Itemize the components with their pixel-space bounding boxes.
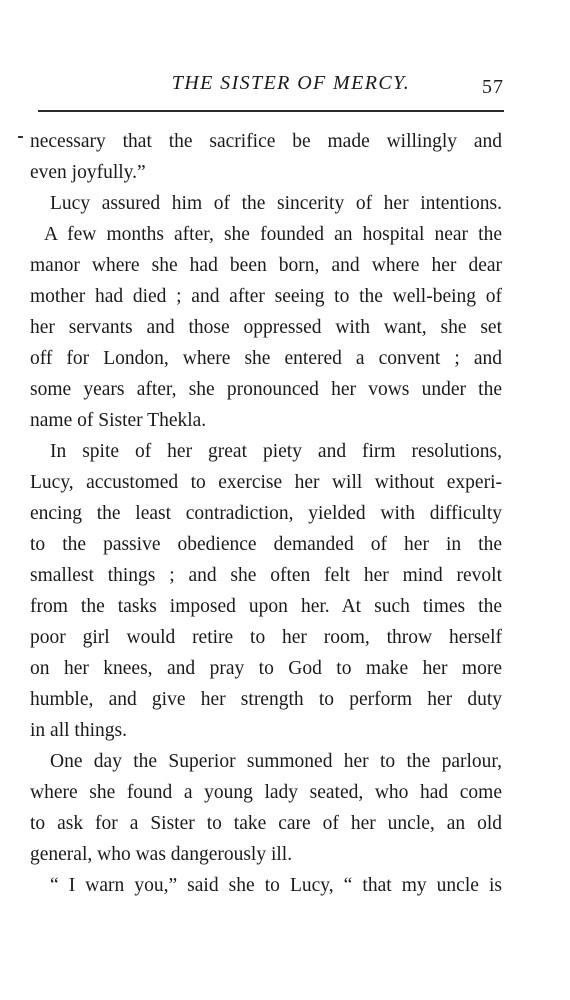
text-line: from the tasks imposed upon her. At such times the <box>30 596 502 617</box>
text-line: manor where she had been born, and where her dear <box>30 255 502 276</box>
text-line: mother had died ; and after seeing to the well-being of <box>30 286 502 307</box>
text-line: even joyfully.” <box>30 162 146 183</box>
text-line: “ I warn you,” said she to Lucy, “ that my uncle is <box>50 875 502 896</box>
text-line: humble, and give her strength to perform her duty <box>30 689 502 710</box>
text-line: general, who was dangerously ill. <box>30 844 293 865</box>
page-number: 57 <box>482 76 504 98</box>
text-line: off for London, where she entered a convent ; and <box>30 348 502 369</box>
text-line: In spite of her great piety and firm resolutions, <box>50 441 502 462</box>
text-line: where she found a young lady seated, who had come <box>30 782 502 803</box>
header-rule <box>38 110 504 112</box>
text-line: on her knees, and pray to God to make her more <box>30 658 502 679</box>
text-line: Lucy, accustomed to exercise her will without experi- <box>30 472 502 493</box>
running-header <box>34 70 508 110</box>
text-line: poor girl would retire to her room, throw herself <box>30 627 502 648</box>
text-line: to ask for a Sister to take care of her uncle, an old <box>30 813 502 834</box>
text-line: One day the Superior summoned her to the parlour, <box>50 751 502 772</box>
margin-mark <box>18 136 23 138</box>
text-line: some years after, she pronounced her vows under the <box>30 379 502 400</box>
text-line: encing the least contradiction, yielded with difficulty <box>30 503 502 524</box>
text-line: Lucy assured him of the sincerity of her intentions. <box>50 193 502 214</box>
text-line: to the passive obedience demanded of her in the <box>30 534 502 555</box>
running-title: THE SISTER OF MERCY. <box>171 72 411 94</box>
text-line: necessary that the sacrifice be made willingly and <box>30 131 502 152</box>
text-line: her servants and those oppressed with want, she set <box>30 317 502 338</box>
text-line: name of Sister Thekla. <box>30 410 207 431</box>
text-line: in all things. <box>30 720 127 741</box>
body-text <box>30 126 502 901</box>
text-line: A few months after, she founded an hospital near the <box>44 224 502 245</box>
text-line: smallest things ; and she often felt her mind revolt <box>30 565 502 586</box>
